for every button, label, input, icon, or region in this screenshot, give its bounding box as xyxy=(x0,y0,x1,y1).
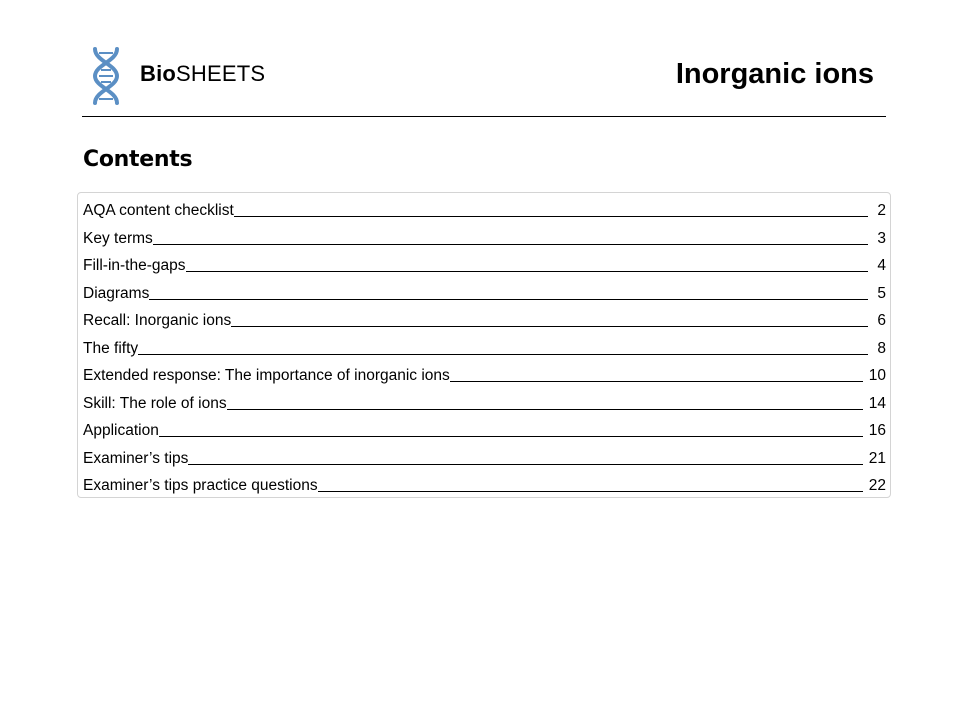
toc-item[interactable] xyxy=(83,332,886,358)
toc-page: 4 xyxy=(877,257,886,274)
toc-page: 8 xyxy=(877,339,886,357)
toc-label: Application xyxy=(83,422,159,439)
toc-item[interactable] xyxy=(83,304,886,330)
toc-item[interactable] xyxy=(83,194,886,220)
toc-label: Skill: The role of ions xyxy=(83,394,227,412)
toc-page: 3 xyxy=(877,229,886,247)
toc-page: 16 xyxy=(868,422,886,439)
toc-leader xyxy=(234,215,868,217)
toc-label: AQA content checklist xyxy=(83,202,234,219)
brand-regular: SHEETS xyxy=(176,61,266,86)
toc-item[interactable] xyxy=(83,277,886,303)
toc-page: 14 xyxy=(868,394,886,412)
toc-label: Examiner’s tips xyxy=(83,449,189,467)
brand-bold: Bio xyxy=(140,61,177,86)
toc-leader xyxy=(153,243,868,245)
toc-leader xyxy=(231,325,868,327)
toc-label: Fill-in-the-gaps xyxy=(83,257,186,274)
toc-item[interactable] xyxy=(83,359,886,385)
toc-leader xyxy=(149,298,868,300)
page-header xyxy=(82,44,886,117)
toc-leader xyxy=(186,270,868,272)
toc-item[interactable] xyxy=(83,414,886,440)
toc-page: 21 xyxy=(868,449,886,467)
toc-leader xyxy=(188,463,862,465)
table-of-contents xyxy=(77,192,891,498)
toc-label: Extended response: The importance of inorganic ions xyxy=(83,367,450,384)
toc-item[interactable] xyxy=(83,442,886,468)
toc-label: Key terms xyxy=(83,229,153,247)
toc-item[interactable] xyxy=(83,387,886,413)
toc-leader xyxy=(318,490,863,492)
toc-leader xyxy=(227,408,863,410)
contents-heading: Contents xyxy=(83,147,193,172)
toc-leader xyxy=(450,380,863,382)
toc-label: Examiner’s tips practice questions xyxy=(83,477,318,494)
toc-item[interactable] xyxy=(83,249,886,275)
page-title: Inorganic ions xyxy=(675,58,874,90)
toc-leader xyxy=(159,435,863,437)
toc-page: 2 xyxy=(877,202,886,219)
toc-label: Recall: Inorganic ions xyxy=(83,312,232,329)
toc-item[interactable] xyxy=(83,469,886,495)
dna-helix-icon xyxy=(91,47,121,105)
brand-logo-text xyxy=(140,61,265,87)
toc-item[interactable] xyxy=(83,222,886,248)
toc-page: 5 xyxy=(877,284,886,302)
toc-page: 6 xyxy=(877,312,886,329)
toc-label: Diagrams xyxy=(83,284,150,302)
toc-page: 22 xyxy=(868,477,886,494)
toc-leader xyxy=(138,353,868,355)
toc-label: The fifty xyxy=(83,339,139,357)
toc-page: 10 xyxy=(868,367,886,384)
